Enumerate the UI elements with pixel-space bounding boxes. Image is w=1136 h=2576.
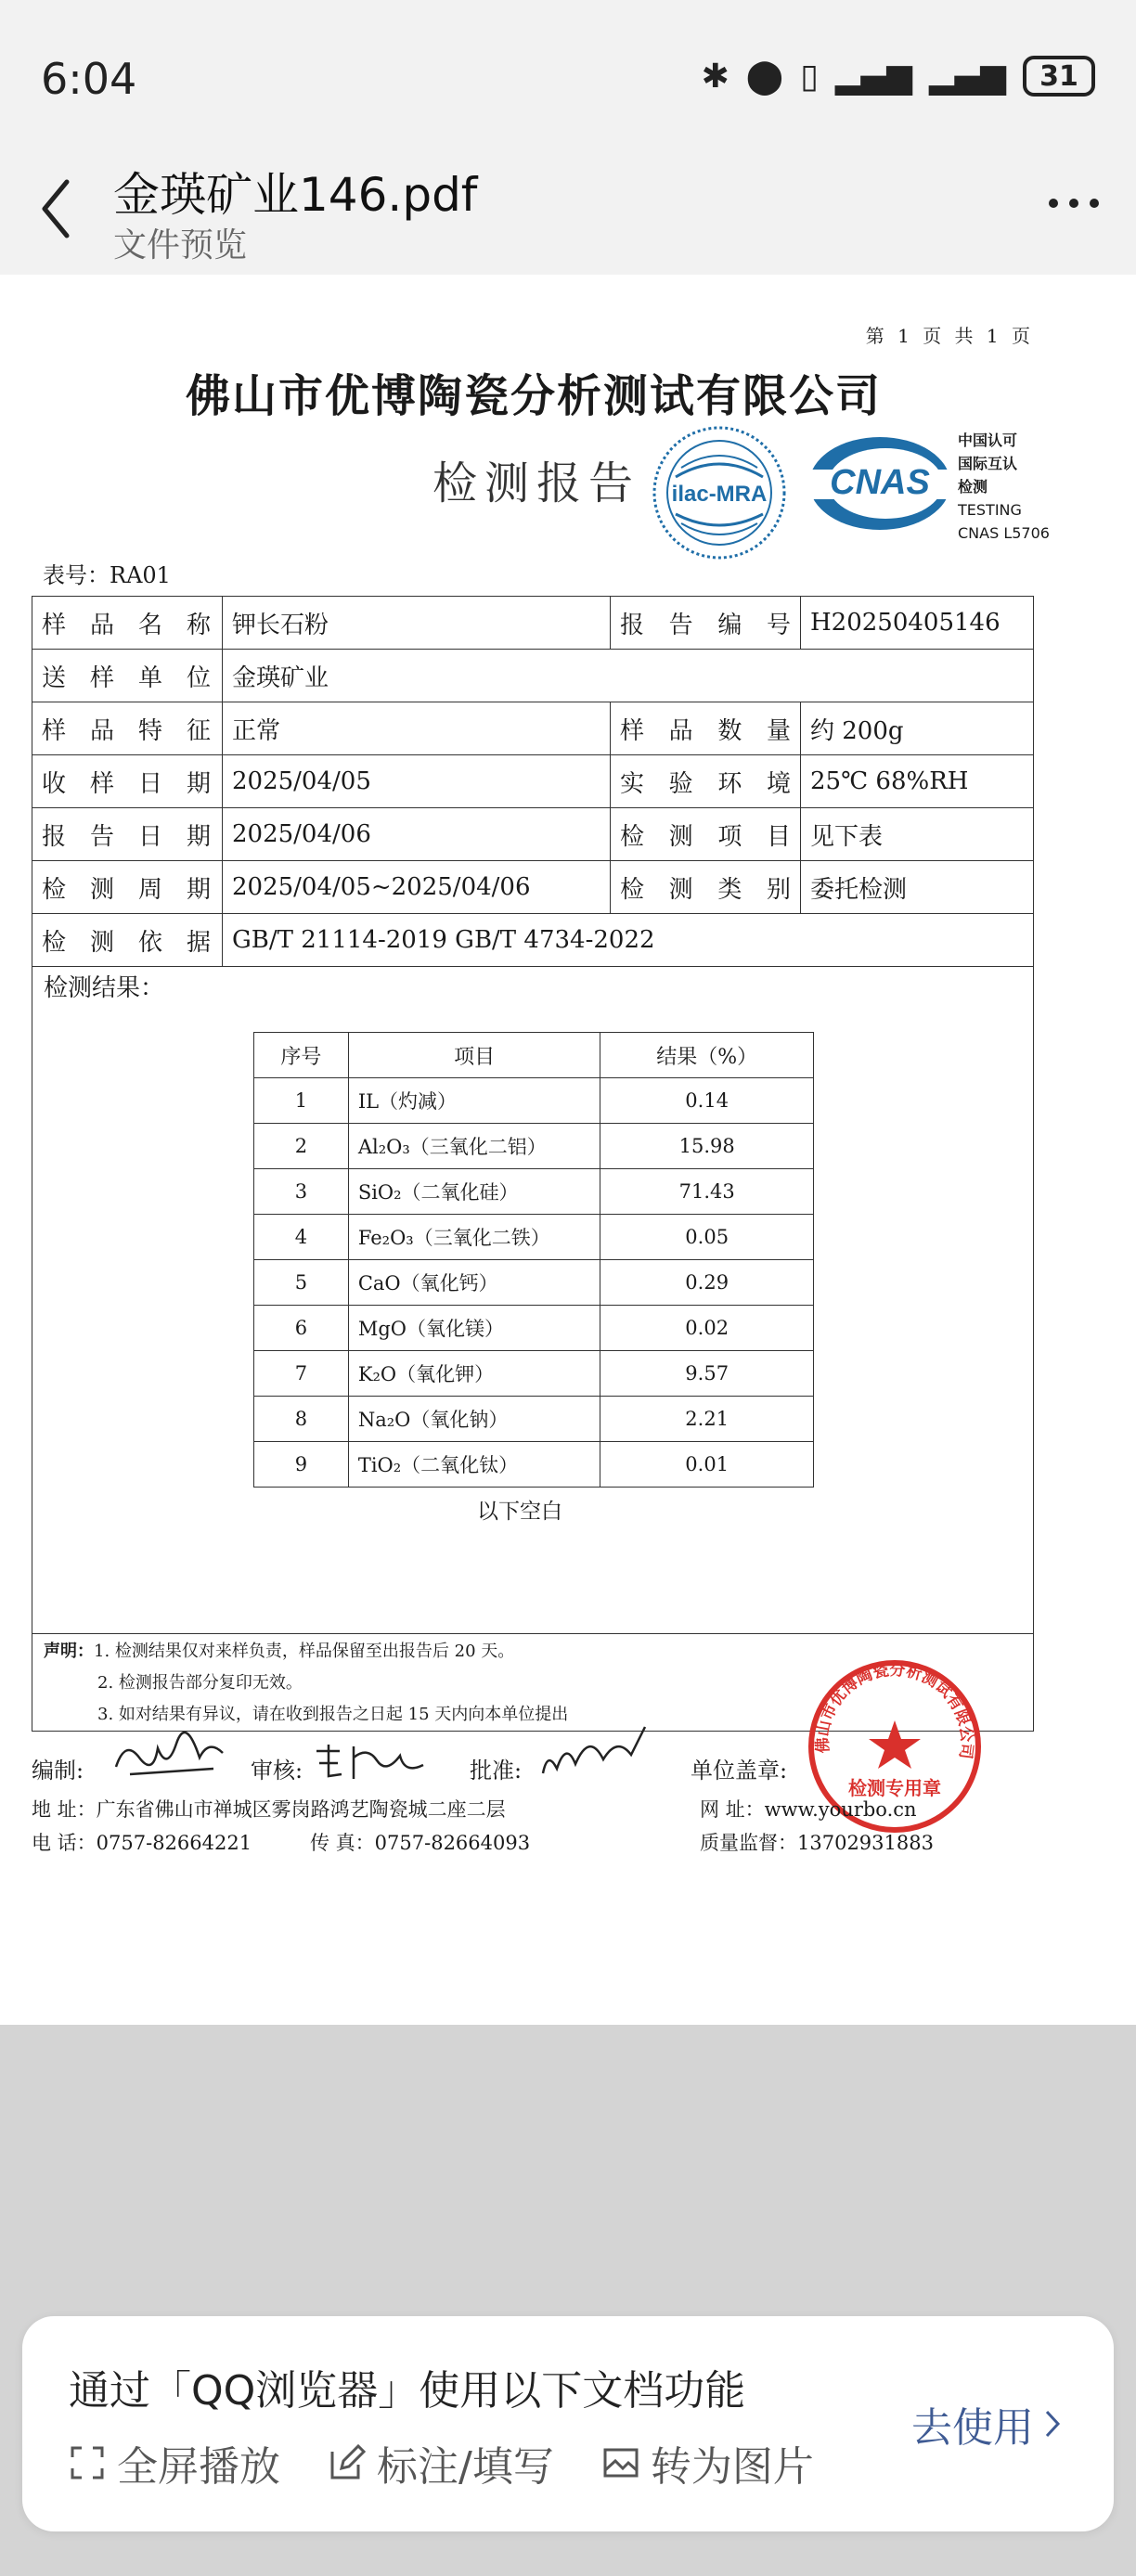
label-test-type: 检测类别 [611, 861, 801, 914]
header-no: 序号 [254, 1033, 349, 1078]
go-use-button[interactable] [911, 2394, 1062, 2454]
label-period: 检测周期 [32, 861, 223, 914]
result-row [254, 1260, 814, 1306]
image-icon [602, 2444, 639, 2481]
result-row [254, 1124, 814, 1169]
result-item: MgO（氧化镁） [348, 1306, 600, 1351]
ilac-mra-logo [650, 423, 789, 562]
result-item: SiO₂（二氧化硅） [348, 1169, 600, 1215]
stamp-label: 单位盖章: [691, 1758, 788, 1784]
result-item: TiO₂（二氧化钛） [348, 1442, 600, 1488]
signal-icon: ▂▄▆ [834, 57, 912, 96]
label-qty: 样品数量 [611, 702, 801, 755]
result-value: 9.57 [600, 1351, 814, 1397]
to-image-button[interactable] [602, 2433, 814, 2492]
label-report-date: 报告日期 [32, 808, 223, 861]
fullscreen-icon [69, 2444, 106, 2481]
editor-label: 编制: [32, 1758, 84, 1784]
value-sample-name: 钾长石粉 [223, 597, 611, 650]
label-sender: 送样单位 [32, 650, 223, 702]
result-value: 0.01 [600, 1442, 814, 1488]
value-basis: GB/T 21114-2019 GB/T 4734-2022 [223, 914, 1034, 967]
statement-1: 1. 检测结果仅对来样负责，样品保留至出报告后 20 天。 [94, 1642, 515, 1661]
location-icon: ⬤ [745, 57, 784, 96]
result-item: Al₂O₃（三氧化二铝） [348, 1124, 600, 1169]
svg-text:检测专用章: 检测专用章 [848, 1777, 941, 1799]
app-bar [0, 139, 1136, 278]
label-basis: 检测依据 [32, 914, 223, 967]
result-value: 15.98 [600, 1124, 814, 1169]
label-report-no: 报告编号 [611, 597, 801, 650]
result-no: 1 [254, 1078, 349, 1124]
chevron-right-icon [1043, 2408, 1062, 2440]
result-row [254, 1215, 814, 1260]
result-item: Fe₂O₃（三氧化二铁） [348, 1215, 600, 1260]
result-item: CaO（氧化钙） [348, 1260, 600, 1306]
value-period: 2025/04/05~2025/04/06 [223, 861, 611, 914]
value-report-no: H20250405146 [801, 597, 1034, 650]
fullscreen-label: 全屏播放 [117, 2443, 280, 2491]
result-value: 0.29 [600, 1260, 814, 1306]
status-icons [702, 56, 1095, 97]
result-no: 6 [254, 1306, 349, 1351]
svg-text:佛山市优博陶瓷分析测试有限公司: 佛山市优博陶瓷分析测试有限公司 [813, 1660, 976, 1760]
value-report-date: 2025/04/06 [223, 808, 611, 861]
result-no: 5 [254, 1260, 349, 1306]
label-recv-date: 收样日期 [32, 755, 223, 808]
contact-info [32, 1795, 1052, 1869]
result-item: IL（灼减） [348, 1078, 600, 1124]
svg-text:CNAS: CNAS [830, 463, 930, 502]
signal-2-icon: ▂▄▆ [928, 57, 1006, 96]
result-no: 7 [254, 1351, 349, 1397]
result-no: 2 [254, 1124, 349, 1169]
page-info: 第 1 页 共 1 页 [865, 325, 1034, 347]
to-image-label: 转为图片 [650, 2443, 814, 2491]
result-no: 3 [254, 1169, 349, 1215]
value-feature: 正常 [223, 702, 611, 755]
result-value: 71.43 [600, 1169, 814, 1215]
result-item: Na₂O（氧化钠） [348, 1397, 600, 1442]
label-feature: 样品特征 [32, 702, 223, 755]
annotate-label: 标注/填写 [377, 2443, 554, 2491]
result-value: 0.05 [600, 1215, 814, 1260]
value-sender: 金瑛矿业 [223, 650, 1034, 702]
report-title: 检测报告 [432, 457, 641, 509]
more-options-icon[interactable] [1049, 199, 1099, 208]
vibrate-icon: ▯ [800, 57, 819, 96]
svg-text:ilac-MRA: ilac-MRA [671, 482, 768, 507]
go-use-label: 去使用 [911, 2404, 1034, 2452]
file-title: 金瑛矿业146.pdf [113, 168, 478, 222]
statement-3: 3. 如对结果有异议，请在收到报告之日起 15 天内向本单位提出 [97, 1705, 569, 1724]
info-table [32, 596, 1034, 967]
result-value: 0.02 [600, 1306, 814, 1351]
fax: 传 真：0757-82664093 [310, 1832, 531, 1854]
value-test-item: 见下表 [801, 808, 1034, 861]
quality-supervision: 质量监督：13702931883 [700, 1832, 934, 1854]
result-row [254, 1169, 814, 1215]
value-env: 25℃ 68%RH [801, 755, 1034, 808]
approver-label: 批准: [470, 1758, 523, 1784]
results-section [32, 967, 1034, 1732]
banner-features [69, 2433, 814, 2492]
statement-title: 声明： [44, 1642, 94, 1661]
result-row [254, 1351, 814, 1397]
website: 网 址：www.yourbo.cn [700, 1798, 917, 1821]
result-item: K₂O（氧化钾） [348, 1351, 600, 1397]
header-item: 项目 [348, 1033, 600, 1078]
result-row [254, 1397, 814, 1442]
annotate-button[interactable] [329, 2433, 554, 2492]
blank-below-note: 以下空白 [477, 1500, 562, 1524]
header-result: 结果（%） [600, 1033, 814, 1078]
result-row [254, 1078, 814, 1124]
editor-signature [111, 1730, 232, 1785]
results-table [253, 1032, 814, 1488]
label-test-item: 检测项目 [611, 808, 801, 861]
result-value: 2.21 [600, 1397, 814, 1442]
bluetooth-icon: ✱ [701, 57, 729, 96]
back-arrow-icon[interactable] [37, 176, 74, 241]
reviewer-label: 审核: [251, 1758, 303, 1784]
result-row [254, 1442, 814, 1488]
address: 地 址：广东省佛山市禅城区雾岗路鸿艺陶瓷城二座二层 [32, 1798, 506, 1821]
banner-title: 通过「QQ浏览器」使用以下文档功能 [69, 2367, 746, 2415]
value-qty: 约 200g [801, 702, 1034, 755]
value-recv-date: 2025/04/05 [223, 755, 611, 808]
value-test-type: 委托检测 [801, 861, 1034, 914]
pdf-page [0, 275, 1136, 2025]
form-number: 表号：RA01 [43, 562, 171, 588]
label-env: 实验环境 [611, 755, 801, 808]
company-name: 佛山市优博陶瓷分析测试有限公司 [185, 370, 882, 422]
results-label: 检测结果： [44, 974, 165, 1002]
cnas-logo [806, 432, 954, 535]
result-no: 8 [254, 1397, 349, 1442]
fullscreen-button[interactable] [69, 2433, 280, 2492]
qq-browser-banner [22, 2316, 1114, 2531]
result-no: 4 [254, 1215, 349, 1260]
status-time: 6:04 [41, 54, 137, 104]
result-row [254, 1306, 814, 1351]
result-no: 9 [254, 1442, 349, 1488]
edit-icon [329, 2444, 366, 2481]
result-value: 0.14 [600, 1078, 814, 1124]
statement-2: 2. 检测报告部分复印无效。 [97, 1673, 303, 1693]
status-bar [0, 0, 1136, 158]
approver-signature [538, 1722, 650, 1778]
battery-icon: 31 [1023, 56, 1095, 97]
phone: 电 话：0757-82664221 [32, 1832, 252, 1854]
file-subtitle: 文件预览 [113, 226, 248, 264]
label-sample-name: 样品名称 [32, 597, 223, 650]
reviewer-signature [312, 1737, 432, 1784]
cnas-text: 中国认可 国际互认 检测 TESTING CNAS L5706 [958, 431, 1050, 542]
